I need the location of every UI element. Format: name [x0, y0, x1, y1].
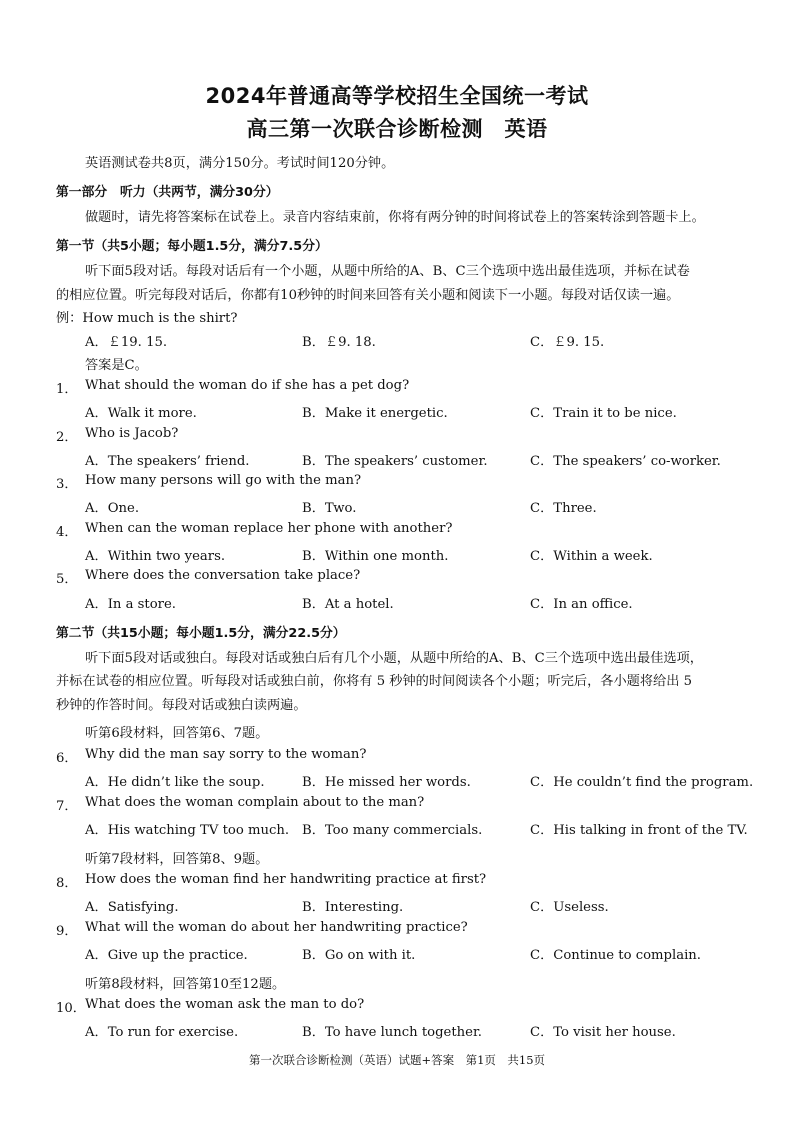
- section2-instruction-2: 并标在试卷的相应位置。听每段对话或独白前，你将有 5 秒钟的时间阅读各个小题；听完后，各小题将给出 5: [56, 674, 692, 689]
- option-b: B．Interesting.: [302, 900, 404, 915]
- material-7-note: 听第7段材料，回答第8、9题。: [85, 852, 269, 867]
- question-number: 10．: [56, 1001, 86, 1016]
- question-number: 8．: [56, 876, 78, 891]
- example-option-b: B．￡9. 18.: [302, 335, 376, 350]
- option-c: C．To visit her house.: [530, 1025, 676, 1040]
- question-number: 1．: [56, 382, 78, 397]
- option-c: C．His talking in front of the TV.: [530, 823, 748, 838]
- option-a: A．Within two years.: [85, 549, 226, 564]
- example-answer: 答案是C。: [85, 358, 148, 373]
- option-b: B．Go on with it.: [302, 948, 416, 963]
- option-a: A．His watching TV too much.: [85, 823, 290, 838]
- section1-heading: 第一节（共5小题；每小题1.5分，满分7.5分）: [56, 239, 328, 254]
- exam-subtitle: 高三第一次联合诊断检测 英语: [246, 117, 548, 141]
- option-b: B．The speakers’ customer.: [302, 454, 488, 469]
- question-text: How does the woman find her handwriting practice at first?: [85, 872, 487, 887]
- material-8-note: 听第8段材料，回答第10至12题。: [85, 977, 286, 992]
- question-number: 9．: [56, 924, 78, 939]
- question-number: 2．: [56, 430, 78, 445]
- question-number: 4．: [56, 525, 78, 540]
- question-text: What should the woman do if she has a pet dog?: [85, 378, 410, 393]
- option-b: B．He missed her words.: [302, 775, 471, 790]
- example-option-c: C．￡9. 15.: [530, 335, 605, 350]
- question-text: Where does the conversation take place?: [85, 568, 361, 583]
- option-c: C．He couldn’t find the program.: [530, 775, 754, 790]
- option-b: B．Make it energetic.: [302, 406, 448, 421]
- question-text: When can the woman replace her phone with another?: [85, 521, 453, 536]
- question-text: What does the woman complain about to the man?: [85, 795, 425, 810]
- question-text: Who is Jacob?: [85, 426, 179, 441]
- question-text: What does the woman ask the man to do?: [85, 997, 365, 1012]
- option-b: B．Two.: [302, 501, 357, 516]
- question-text: Why did the man say sorry to the woman?: [85, 747, 367, 762]
- option-a: A．To run for exercise.: [85, 1025, 239, 1040]
- option-a: A．The speakers’ friend.: [85, 454, 250, 469]
- question-number: 6．: [56, 751, 78, 766]
- section2-heading: 第二节（共15小题；每小题1.5分，满分22.5分）: [56, 626, 346, 641]
- option-c: C．Continue to complain.: [530, 948, 701, 963]
- page-footer: 第一次联合诊断检测（英语）试题+答案 第1页 共15页: [248, 1053, 546, 1067]
- section1-instruction-2: 的相应位置。听完每段对话后，你都有10秒钟的时间来回答有关小题和阅读下一小题。每段对话仅读一遍。: [56, 288, 680, 303]
- option-c: C．Useless.: [530, 900, 609, 915]
- option-c: C．Train it to be nice.: [530, 406, 677, 421]
- option-b: B．At a hotel.: [302, 597, 394, 612]
- option-a: A．In a store.: [85, 597, 176, 612]
- question-number: 5．: [56, 572, 78, 587]
- example-question: 例：How much is the shirt?: [56, 311, 238, 326]
- section2-instruction-3: 秒钟的作答时间。每段对话或独白读两遍。: [56, 698, 307, 713]
- question-number: 3．: [56, 477, 78, 492]
- option-b: B．Too many commercials.: [302, 823, 483, 838]
- part1-instruction: 做题时，请先将答案标在试卷上。录音内容结束前，你将有两分钟的时间将试卷上的答案转涂到答题卡上。: [85, 210, 705, 225]
- example-option-a: A．￡19. 15.: [85, 335, 168, 350]
- question-number: 7．: [56, 799, 78, 814]
- option-c: C．Within a week.: [530, 549, 653, 564]
- option-a: A．Satisfying.: [85, 900, 179, 915]
- option-c: C．In an office.: [530, 597, 633, 612]
- option-c: C．Three.: [530, 501, 597, 516]
- option-a: A．One.: [85, 501, 140, 516]
- option-b: B．To have lunch together.: [302, 1025, 482, 1040]
- question-text: How many persons will go with the man?: [85, 473, 362, 488]
- option-a: A．Give up the practice.: [85, 948, 248, 963]
- part1-heading: 第一部分 听力（共两节，满分30分）: [56, 185, 279, 200]
- exam-title: 2024年普通高等学校招生全国统一考试: [205, 84, 589, 108]
- question-text: What will the woman do about her handwriting practice?: [85, 920, 468, 935]
- material-6-note: 听第6段材料，回答第6、7题。: [85, 726, 269, 741]
- section1-instruction-1: 听下面5段对话。每段对话后有一个小题，从题中所给的A、B、C三个选项中选出最佳选项，并标在试卷: [85, 264, 690, 279]
- option-b: B．Within one month.: [302, 549, 449, 564]
- section2-instruction-1: 听下面5段对话或独白。每段对话或独白后有几个小题，从题中所给的A、B、C三个选项中选出最佳选项，: [85, 651, 703, 666]
- option-c: C．The speakers’ co-worker.: [530, 454, 721, 469]
- intro-text: 英语测试卷共8页，满分150分。考试时间120分钟。: [85, 156, 395, 171]
- option-a: A．He didn’t like the soup.: [85, 775, 265, 790]
- option-a: A．Walk it more.: [85, 406, 197, 421]
